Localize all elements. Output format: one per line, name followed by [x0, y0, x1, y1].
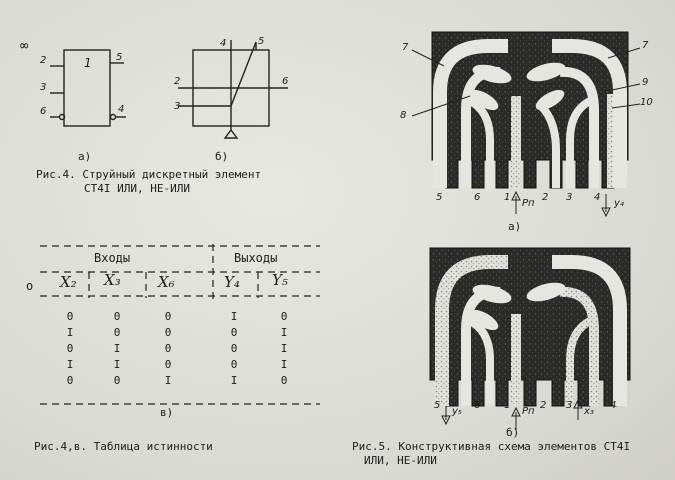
truth-table-cell: 0	[164, 342, 172, 355]
truth-table-cell: 0	[66, 310, 74, 323]
fig5a-port-1: 1	[504, 192, 511, 203]
col-header-y5: Y₅	[272, 271, 288, 289]
truth-table-cell: 0	[164, 358, 172, 371]
truth-table-cell: 0	[113, 374, 121, 387]
truth-table-cell: 0	[113, 310, 121, 323]
truth-table-cell: 0	[230, 358, 238, 371]
truth-table-cell: I	[280, 358, 288, 371]
fig5b-port-1: 1	[504, 400, 511, 411]
callout-7-right: 7	[642, 40, 649, 51]
fig5-caption-line2: ИЛИ, НЕ-ИЛИ	[364, 454, 437, 467]
truth-table-cell: 0	[280, 310, 288, 323]
fig4a-pin-4: 4	[118, 104, 125, 115]
truth-table-cell: I	[66, 358, 74, 371]
fig5b-port-2: 2	[540, 400, 547, 411]
fig5a-output-y4: y₄	[614, 198, 624, 209]
fig4b-pin-2: 2	[174, 76, 181, 87]
fig5b-port-pn: Pп	[522, 406, 535, 417]
truth-table-cell: I	[280, 342, 288, 355]
fig4a-pin-3: 3	[40, 82, 47, 93]
truth-table-cell: 0	[164, 310, 172, 323]
truth-table-cell: 0	[230, 342, 238, 355]
truth-table-cell: I	[230, 310, 238, 323]
fig5b-port-4: 4	[610, 400, 617, 411]
truth-table-cell: I	[66, 326, 74, 339]
fig4-caption-line1: Рис.4. Струйный дискретный элемент	[36, 168, 262, 181]
fig5a-port-4: 4	[594, 192, 601, 203]
truth-table-cell: I	[280, 326, 288, 339]
col-header-x6: X₆	[158, 273, 175, 291]
fig4b-pin-6: 6	[282, 76, 289, 87]
col-header-x3: X₃	[104, 271, 121, 289]
fig5a-port-2: 2	[542, 192, 549, 203]
fig4b-pin-4: 4	[220, 38, 227, 49]
col-header-y4: Y₄	[224, 273, 240, 291]
fig5b-plate	[430, 248, 630, 406]
fig5b-output-y5: y₅	[452, 406, 462, 417]
fig5a-plate	[432, 32, 628, 188]
margin-mark: o	[26, 279, 34, 293]
fig5a-sublabel: а)	[508, 220, 522, 233]
fig5-caption-line1: Рис.5. Конструктивная схема элементов СТ4I	[352, 440, 631, 453]
outputs-header: Выходы	[234, 251, 278, 265]
fig4b-jet-symbol	[178, 40, 288, 138]
callout-7-left: 7	[402, 42, 409, 53]
page-mark: ∞	[20, 38, 29, 54]
truth-table-cell: 0	[66, 374, 74, 387]
fig4a-pin-2: 2	[40, 55, 47, 66]
fig4b-pin-5: 5	[258, 36, 265, 47]
fig5b-input-x3: x₃	[584, 406, 594, 417]
truth-table-cell: I	[113, 342, 121, 355]
fig5b-port-5: 5	[434, 400, 441, 411]
fig5a-port-6: 6	[474, 192, 481, 203]
truth-table-cell: 0	[280, 374, 288, 387]
truth-table-cell: I	[164, 374, 172, 387]
callout-10: 10	[640, 97, 653, 108]
fig4-caption-line2: СТ4I ИЛИ, НЕ-ИЛИ	[84, 182, 190, 195]
fig4a-symbol-label: 1	[84, 56, 92, 70]
fig4a-pin-5: 5	[116, 52, 123, 63]
fig4b-pin-3: 3	[174, 101, 181, 112]
fig4a-sublabel: а)	[78, 150, 92, 163]
col-header-x2: X₂	[60, 273, 77, 291]
truth-table-cell: 0	[113, 326, 121, 339]
truth-table-cell: I	[230, 374, 238, 387]
truth-table-caption: Рис.4,в. Таблица истинности	[34, 440, 213, 453]
truth-table-sublabel: в)	[160, 406, 174, 419]
fig5a-port-5: 5	[436, 192, 443, 203]
fig5a-port-pn: Pп	[522, 198, 535, 209]
fig4a-pin-6: 6	[40, 106, 47, 117]
inputs-header: Входы	[94, 251, 131, 265]
fig5a-port-3: 3	[566, 192, 573, 203]
truth-table-cell: 0	[66, 342, 74, 355]
fig5b-port-3: 3	[566, 400, 573, 411]
fig5b-port-6: 6	[474, 400, 481, 411]
truth-table-cell: 0	[230, 326, 238, 339]
truth-table-cell: 0	[164, 326, 172, 339]
fig4b-sublabel: б)	[215, 150, 229, 163]
callout-9: 9	[642, 77, 649, 88]
truth-table-cell: I	[113, 358, 121, 371]
fig5b-sublabel: б)	[506, 426, 520, 439]
callout-8: 8	[400, 110, 407, 121]
